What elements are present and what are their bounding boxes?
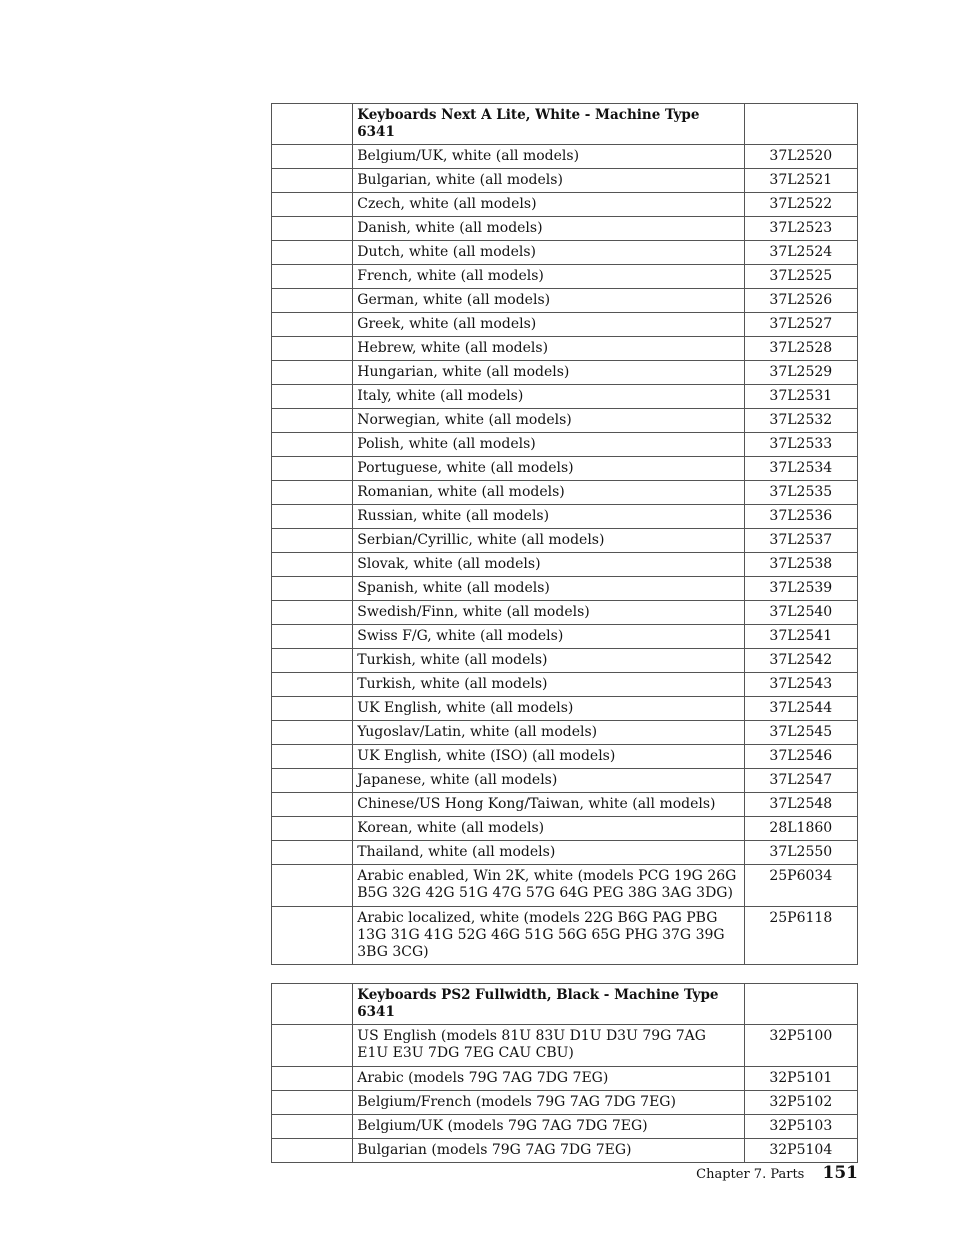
fru-number: 37L2534 bbox=[744, 457, 857, 481]
part-description: Dutch, white (all models) bbox=[353, 241, 744, 265]
index-cell bbox=[272, 649, 353, 673]
table-row bbox=[272, 457, 858, 481]
part-description: Korean, white (all models) bbox=[353, 817, 744, 841]
table-row bbox=[272, 481, 858, 505]
table-row bbox=[272, 673, 858, 697]
index-cell bbox=[272, 817, 353, 841]
fru-number: 32P5101 bbox=[744, 1067, 857, 1091]
fru-number: 37L2533 bbox=[744, 433, 857, 457]
table-header-row bbox=[272, 984, 858, 1025]
table-header-title: Keyboards Next A Lite, White - Machine Type 6341 bbox=[353, 104, 744, 145]
fru-number: 25P6118 bbox=[744, 907, 857, 965]
part-description: Turkish, white (all models) bbox=[353, 649, 744, 673]
part-description: Belgium/UK (models 79G 7AG 7DG 7EG) bbox=[353, 1115, 744, 1139]
table-row bbox=[272, 553, 858, 577]
index-cell bbox=[272, 697, 353, 721]
part-description: Belgium/UK, white (all models) bbox=[353, 145, 744, 169]
part-description: Swedish/Finn, white (all models) bbox=[353, 601, 744, 625]
fru-number: 32P5104 bbox=[744, 1139, 857, 1163]
keyboards-ps2-fullwidth-table bbox=[271, 983, 858, 1163]
table-row bbox=[272, 649, 858, 673]
index-cell bbox=[272, 907, 353, 965]
table-row bbox=[272, 529, 858, 553]
fru-header-cell bbox=[744, 984, 857, 1025]
fru-number: 37L2526 bbox=[744, 289, 857, 313]
part-description: Polish, white (all models) bbox=[353, 433, 744, 457]
part-description: UK English, white (all models) bbox=[353, 697, 744, 721]
index-cell bbox=[272, 1091, 353, 1115]
table-row bbox=[272, 289, 858, 313]
part-description: Czech, white (all models) bbox=[353, 193, 744, 217]
index-cell bbox=[272, 337, 353, 361]
part-description: Chinese/US Hong Kong/Taiwan, white (all models) bbox=[353, 793, 744, 817]
index-cell bbox=[272, 769, 353, 793]
index-cell bbox=[272, 313, 353, 337]
fru-header-cell bbox=[744, 104, 857, 145]
index-cell bbox=[272, 841, 353, 865]
table-row bbox=[272, 721, 858, 745]
table-row bbox=[272, 241, 858, 265]
table-row bbox=[272, 433, 858, 457]
part-description: Serbian/Cyrillic, white (all models) bbox=[353, 529, 744, 553]
table-row bbox=[272, 907, 858, 965]
fru-number: 37L2535 bbox=[744, 481, 857, 505]
table-row bbox=[272, 601, 858, 625]
part-description: Russian, white (all models) bbox=[353, 505, 744, 529]
index-cell bbox=[272, 433, 353, 457]
fru-number: 37L2542 bbox=[744, 649, 857, 673]
part-description: Swiss F/G, white (all models) bbox=[353, 625, 744, 649]
index-cell bbox=[272, 673, 353, 697]
page-number: 151 bbox=[822, 1163, 858, 1183]
index-cell bbox=[272, 601, 353, 625]
index-cell bbox=[272, 793, 353, 817]
part-description: Arabic enabled, Win 2K, white (models PCG 19G 26G B5G 32G 42G 51G 47G 57G 64G PEG 38G 3AG 3DG) bbox=[353, 865, 744, 907]
table-row bbox=[272, 577, 858, 601]
fru-number: 37L2536 bbox=[744, 505, 857, 529]
index-cell bbox=[272, 385, 353, 409]
index-cell bbox=[272, 745, 353, 769]
index-cell bbox=[272, 984, 353, 1025]
index-cell bbox=[272, 721, 353, 745]
part-description: Japanese, white (all models) bbox=[353, 769, 744, 793]
fru-number: 37L2546 bbox=[744, 745, 857, 769]
table-row bbox=[272, 1139, 858, 1163]
fru-number: 37L2523 bbox=[744, 217, 857, 241]
table-row bbox=[272, 1091, 858, 1115]
fru-number: 37L2528 bbox=[744, 337, 857, 361]
index-cell bbox=[272, 265, 353, 289]
table-header-row bbox=[272, 104, 858, 145]
table-row bbox=[272, 265, 858, 289]
table-row bbox=[272, 697, 858, 721]
index-cell bbox=[272, 577, 353, 601]
index-cell bbox=[272, 1025, 353, 1067]
table-header-title: Keyboards PS2 Fullwidth, Black - Machine Type 6341 bbox=[353, 984, 744, 1025]
index-cell bbox=[272, 104, 353, 145]
index-cell bbox=[272, 505, 353, 529]
table-row bbox=[272, 817, 858, 841]
fru-number: 37L2544 bbox=[744, 697, 857, 721]
fru-number: 37L2540 bbox=[744, 601, 857, 625]
keyboards-next-a-lite-table bbox=[271, 103, 858, 965]
table-row bbox=[272, 1067, 858, 1091]
fru-number: 28L1860 bbox=[744, 817, 857, 841]
index-cell bbox=[272, 1115, 353, 1139]
index-cell bbox=[272, 625, 353, 649]
index-cell bbox=[272, 1067, 353, 1091]
table-row bbox=[272, 169, 858, 193]
fru-number: 25P6034 bbox=[744, 865, 857, 907]
table-row bbox=[272, 145, 858, 169]
index-cell bbox=[272, 361, 353, 385]
part-description: Romanian, white (all models) bbox=[353, 481, 744, 505]
table-row bbox=[272, 217, 858, 241]
table-row bbox=[272, 505, 858, 529]
fru-number: 37L2545 bbox=[744, 721, 857, 745]
index-cell bbox=[272, 289, 353, 313]
fru-number: 37L2521 bbox=[744, 169, 857, 193]
part-description: Bulgarian, white (all models) bbox=[353, 169, 744, 193]
fru-number: 37L2525 bbox=[744, 265, 857, 289]
index-cell bbox=[272, 865, 353, 907]
part-description: Arabic localized, white (models 22G B6G PAG PBG 13G 31G 41G 52G 46G 51G 56G 65G PHG 37G 39G 3BG 3CG) bbox=[353, 907, 744, 965]
part-description: Greek, white (all models) bbox=[353, 313, 744, 337]
fru-number: 37L2538 bbox=[744, 553, 857, 577]
fru-number: 37L2547 bbox=[744, 769, 857, 793]
fru-number: 37L2550 bbox=[744, 841, 857, 865]
part-description: Hebrew, white (all models) bbox=[353, 337, 744, 361]
fru-number: 37L2539 bbox=[744, 577, 857, 601]
index-cell bbox=[272, 481, 353, 505]
part-description: Belgium/French (models 79G 7AG 7DG 7EG) bbox=[353, 1091, 744, 1115]
part-description: Italy, white (all models) bbox=[353, 385, 744, 409]
index-cell bbox=[272, 457, 353, 481]
index-cell bbox=[272, 553, 353, 577]
fru-number: 32P5102 bbox=[744, 1091, 857, 1115]
fru-number: 37L2529 bbox=[744, 361, 857, 385]
part-description: Danish, white (all models) bbox=[353, 217, 744, 241]
fru-number: 37L2548 bbox=[744, 793, 857, 817]
index-cell bbox=[272, 1139, 353, 1163]
part-description: Slovak, white (all models) bbox=[353, 553, 744, 577]
chapter-label: Chapter 7. Parts bbox=[696, 1167, 805, 1182]
index-cell bbox=[272, 145, 353, 169]
index-cell bbox=[272, 529, 353, 553]
part-description: UK English, white (ISO) (all models) bbox=[353, 745, 744, 769]
fru-number: 37L2537 bbox=[744, 529, 857, 553]
table-row bbox=[272, 625, 858, 649]
table-row bbox=[272, 1025, 858, 1067]
fru-number: 37L2531 bbox=[744, 385, 857, 409]
index-cell bbox=[272, 241, 353, 265]
part-description: US English (models 81U 83U D1U D3U 79G 7AG E1U E3U 7DG 7EG CAU CBU) bbox=[353, 1025, 744, 1067]
fru-number: 37L2520 bbox=[744, 145, 857, 169]
table-row bbox=[272, 193, 858, 217]
part-description: Thailand, white (all models) bbox=[353, 841, 744, 865]
part-description: German, white (all models) bbox=[353, 289, 744, 313]
fru-number: 37L2524 bbox=[744, 241, 857, 265]
table-row bbox=[272, 745, 858, 769]
part-description: Hungarian, white (all models) bbox=[353, 361, 744, 385]
part-description: Portuguese, white (all models) bbox=[353, 457, 744, 481]
fru-number: 37L2532 bbox=[744, 409, 857, 433]
fru-number: 37L2543 bbox=[744, 673, 857, 697]
table-row bbox=[272, 841, 858, 865]
index-cell bbox=[272, 169, 353, 193]
index-cell bbox=[272, 193, 353, 217]
fru-number: 32P5103 bbox=[744, 1115, 857, 1139]
table-row bbox=[272, 409, 858, 433]
fru-number: 37L2522 bbox=[744, 193, 857, 217]
table-row bbox=[272, 337, 858, 361]
fru-number: 32P5100 bbox=[744, 1025, 857, 1067]
index-cell bbox=[272, 217, 353, 241]
part-description: French, white (all models) bbox=[353, 265, 744, 289]
page-footer bbox=[696, 1163, 858, 1185]
fru-number: 37L2541 bbox=[744, 625, 857, 649]
fru-number: 37L2527 bbox=[744, 313, 857, 337]
table-row bbox=[272, 1115, 858, 1139]
part-description: Norwegian, white (all models) bbox=[353, 409, 744, 433]
index-cell bbox=[272, 409, 353, 433]
table-row bbox=[272, 769, 858, 793]
table-row bbox=[272, 361, 858, 385]
table-row bbox=[272, 793, 858, 817]
part-description: Spanish, white (all models) bbox=[353, 577, 744, 601]
part-description: Bulgarian (models 79G 7AG 7DG 7EG) bbox=[353, 1139, 744, 1163]
table-row bbox=[272, 865, 858, 907]
part-description: Yugoslav/Latin, white (all models) bbox=[353, 721, 744, 745]
part-description: Turkish, white (all models) bbox=[353, 673, 744, 697]
table-row bbox=[272, 313, 858, 337]
part-description: Arabic (models 79G 7AG 7DG 7EG) bbox=[353, 1067, 744, 1091]
table-row bbox=[272, 385, 858, 409]
